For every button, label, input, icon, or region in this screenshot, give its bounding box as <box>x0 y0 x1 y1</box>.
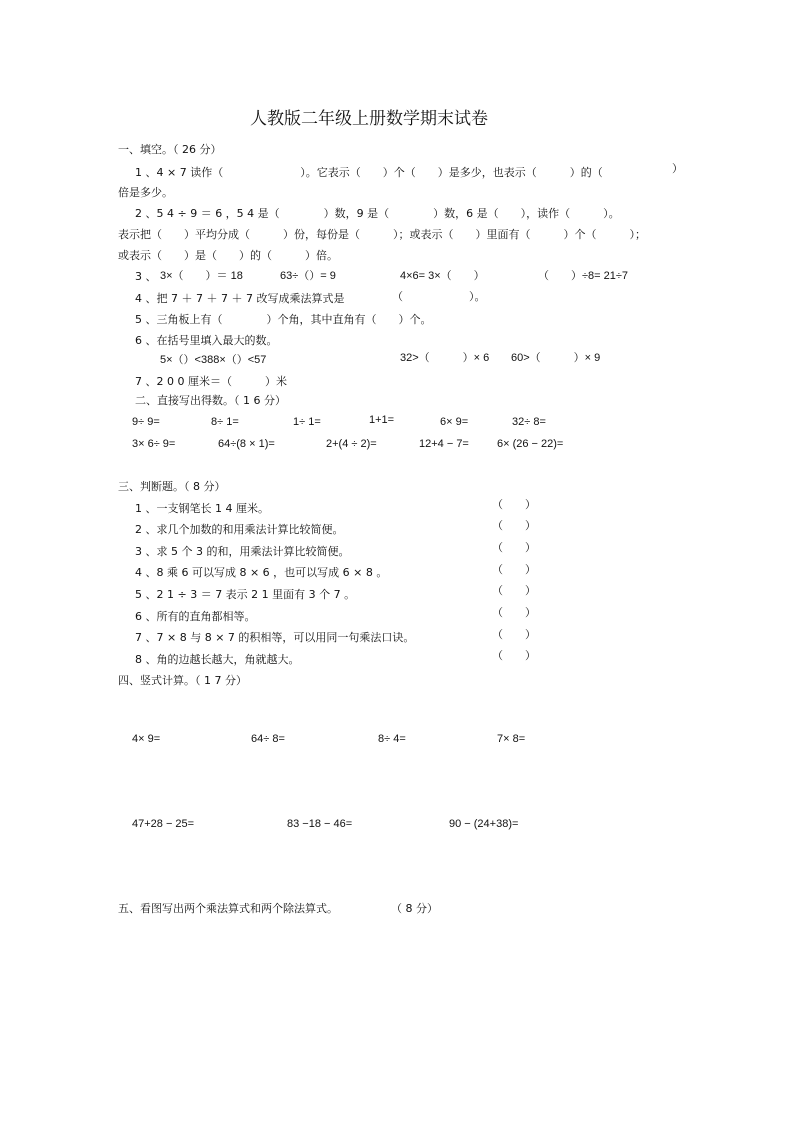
q6-item-a: 5×（）<388×（）<57 <box>160 354 267 366</box>
q3-item-b: 63÷（）= 9 <box>280 270 336 282</box>
judge-item: 8 、角的边越长越大，角就越大。 <box>135 653 300 666</box>
q7-text: 7 、2 0 0 厘米＝（ ）米 <box>135 375 287 388</box>
section-5-score: （ 8 分） <box>391 902 438 915</box>
calc-item: 1+1= <box>369 414 395 426</box>
vertical-calc-item: 47+28 − 25= <box>132 818 195 830</box>
q3-item-d: （ ）÷8= 21÷7 <box>538 270 629 282</box>
calc-item: 64÷(8 × 1)= <box>218 438 275 450</box>
vertical-calc-item: 64÷ 8= <box>251 733 285 745</box>
section-3-heading: 三、判断题。（ 8 分） <box>118 480 226 493</box>
q6-item-b: 32>（ ）× 6 <box>400 352 490 364</box>
section-5-heading: 五、看图写出两个乘法算式和两个除法算式。 <box>118 902 338 915</box>
calc-item: 12+4 − 7= <box>419 438 469 450</box>
q1-line-b: 倍是多少。 <box>118 186 173 199</box>
calc-item: 8÷ 1= <box>211 416 239 428</box>
calc-item: 1÷ 1= <box>293 416 321 428</box>
q5-text: 5 、三角板上有（ ）个角，其中直角有（ ）个。 <box>135 313 432 326</box>
q1-close-paren: ） <box>672 162 683 175</box>
calc-item: 32÷ 8= <box>512 416 546 428</box>
judge-item: 2 、求几个加数的和用乘法计算比较简便。 <box>135 523 344 536</box>
judge-item: 7 、7 × 8 与 8 × 7 的积相等，可以用同一句乘法口诀。 <box>135 631 415 644</box>
judge-item: 6 、所有的直角都相等。 <box>135 610 256 623</box>
vertical-calc-item: 8÷ 4= <box>378 733 406 745</box>
judge-answer-paren: （ ） <box>492 649 536 662</box>
calc-item: 2+(4 ÷ 2)= <box>326 438 377 450</box>
judge-item: 4 、8 乘 6 可以写成 8 × 6 ，也可以写成 6 × 8 。 <box>135 566 388 579</box>
judge-item: 3 、求 5 个 3 的和，用乘法计算比较简便。 <box>135 545 350 558</box>
q2-line-b: 表示把（ ）平均分成（ ）份，每份是（ ）；或表示（ ）里面有（ ）个（ ）； <box>118 228 646 241</box>
calc-item: 9÷ 9= <box>132 416 160 428</box>
vertical-calc-item: 90 − (24+38)= <box>449 818 519 830</box>
q3-item-a: 3×（ ）＝ 18 <box>160 270 243 282</box>
q4-text: 4 、把 7 ＋ 7 ＋ 7 ＋ 7 改写成乘法算式是 <box>135 292 345 305</box>
q1-line-a: 1 、4 × 7 读作（ ）。它表示（ ）个（ ）是多少，也表示（ ）的（ <box>135 166 603 179</box>
judge-answer-paren: （ ） <box>492 584 536 597</box>
vertical-calc-item: 83 −18 − 46= <box>287 818 353 830</box>
q2-line-c: 或表示（ ）是（ ）的（ ）倍。 <box>118 249 338 262</box>
page-title: 人教版二年级上册数学期末试卷 <box>250 109 488 129</box>
section-4-heading: 四、竖式计算。（ 1 7 分） <box>118 674 247 687</box>
calc-item: 6× 9= <box>440 416 469 428</box>
q2-line-a: 2 、5 4 ÷ 9 ＝ 6 ，5 4 是（ ）数，9 是（ ）数，6 是（ ），读作（ ）。 <box>135 207 620 220</box>
section-2-heading: 二、直接写出得数。（ 1 6 分） <box>135 394 286 407</box>
section-1-heading: 一、填空。（ 26 分） <box>118 143 222 156</box>
calc-item: 6× (26 − 22)= <box>497 438 564 450</box>
calc-item: 3× 6÷ 9= <box>132 438 176 450</box>
judge-answer-paren: （ ） <box>492 563 536 576</box>
judge-answer-paren: （ ） <box>492 498 536 511</box>
judge-answer-paren: （ ） <box>492 606 536 619</box>
q3-item-c: 4×6= 3×（ ） <box>400 270 485 282</box>
vertical-calc-item: 7× 8= <box>497 733 526 745</box>
judge-item: 5 、2 1 ÷ 3 ＝ 7 表示 2 1 里面有 3 个 7 。 <box>135 588 356 601</box>
q3-number: 3 、 <box>135 270 157 283</box>
judge-item: 1 、一支钢笔长 1 4 厘米。 <box>135 502 269 515</box>
judge-answer-paren: （ ） <box>492 541 536 554</box>
q6-text: 6 、在括号里填入最大的数。 <box>135 334 278 347</box>
judge-answer-paren: （ ） <box>492 628 536 641</box>
judge-answer-paren: （ ） <box>492 519 536 532</box>
vertical-calc-item: 4× 9= <box>132 733 161 745</box>
q6-item-c: 60>（ ）× 9 <box>511 352 601 364</box>
q4-answer-paren: （ ）。 <box>392 290 486 303</box>
